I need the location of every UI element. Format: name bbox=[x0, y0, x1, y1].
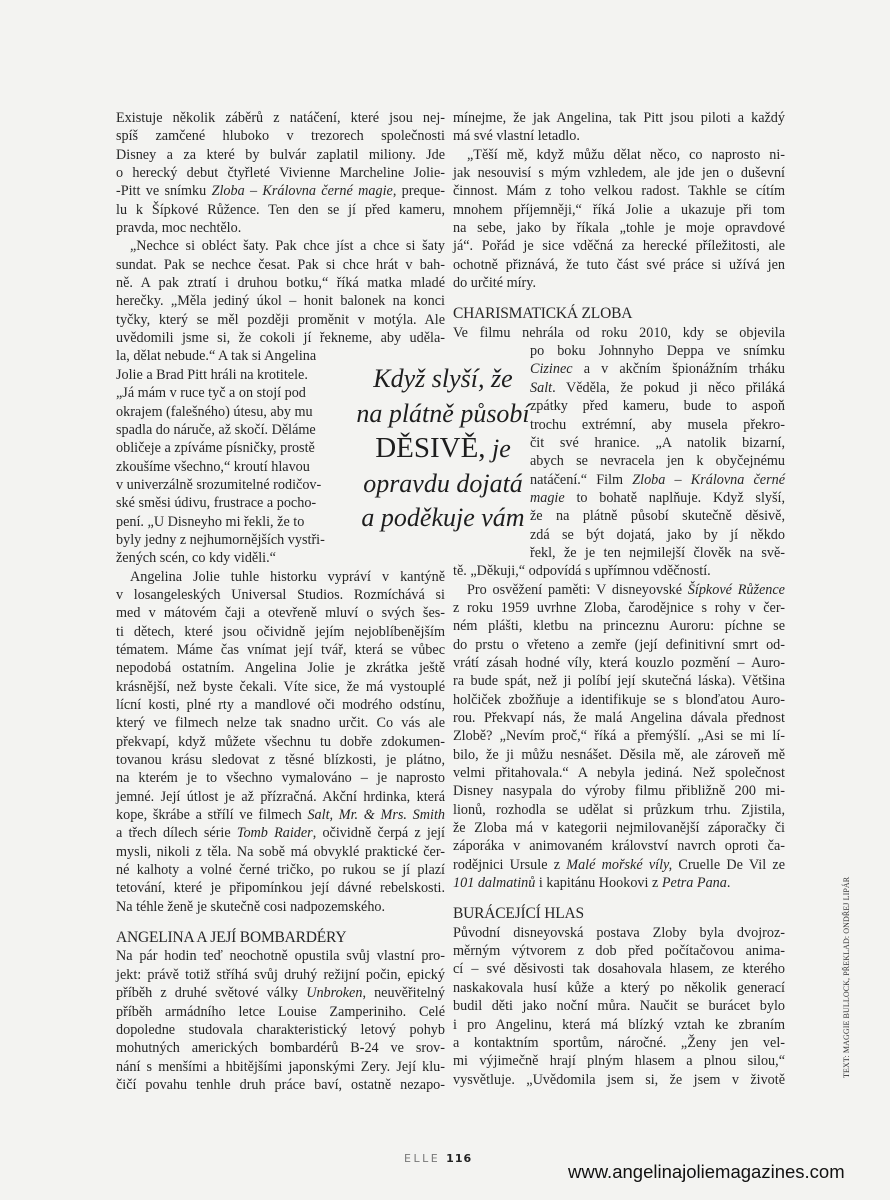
text-line: okrajem (falešného) útesu, aby mu bbox=[116, 403, 313, 420]
text-segment: to bohatě naplňuje. Když slyší, bbox=[564, 489, 785, 506]
text-line: překvapí, když můžete všechnu tu dobře zdokumen- bbox=[116, 733, 445, 750]
author-credit: TEXT: MAGGIE BULLOCK, PŘEKLAD: ONDŘEJ LIPÁR bbox=[842, 876, 851, 1078]
text-line: Existuje několik záběrů z natáčení, které jsou nej- bbox=[116, 110, 445, 126]
text-line: Na téhle ženě je skutečně cosi nadpozemského. bbox=[116, 898, 386, 915]
text-line: mínejme, že jak Angelina, tak Pitt jsou piloti a každý bbox=[453, 110, 785, 126]
text-line: Zlobě? „Nevím proč,“ říká a přemýšlí. „Asi se mi lí- bbox=[453, 728, 785, 745]
text-line: ra bude spát, než ji políbí její skutečná láska). Většina bbox=[453, 673, 785, 690]
text-line: nání s menšími a hbitějšími japonskými Zery. Její klu- bbox=[116, 1058, 445, 1075]
text-segment: Cruelle De Vil ze bbox=[672, 856, 785, 873]
italic-title: Petra Pana bbox=[661, 875, 727, 892]
pull-quote-line: opravdu dojatá bbox=[363, 468, 523, 498]
text-line: měrným výtvorem z dob před počítačovou anima- bbox=[453, 943, 785, 960]
text-line: cí – své děsivosti tak dosahovala hlasem, ze kterého bbox=[453, 961, 785, 978]
text-line: čičí povahu tenhle druh práce baví, ostatně nezapo- bbox=[116, 1076, 445, 1093]
text-line: byly jedny z nejhumornějších vystři- bbox=[116, 531, 325, 548]
text-line: po boku Johnnyho Deppa ve snímku bbox=[530, 343, 785, 360]
text-line: ské směsi údivu, frustrace a pocho- bbox=[116, 495, 317, 512]
text-line: zpátky před kameru, bude to aspoň bbox=[530, 398, 785, 415]
article-right-column bbox=[453, 109, 785, 1089]
text-line: zdá se být dojatá, jako by jí někdo bbox=[530, 526, 785, 543]
text-line: já“. Pořád je sice vděčná za herecké příležitosti, ale bbox=[453, 238, 785, 255]
text-segment: natáčení.“ Film bbox=[530, 471, 633, 488]
pull-quote-line: Když slyší, že bbox=[373, 364, 513, 393]
text-line: do prstu o vřeteno a zemře (její definitivní smrt od- bbox=[453, 636, 785, 653]
text-line: lionů, rozhodla se udělat si průzkum trhu. Zjistila, bbox=[453, 801, 785, 818]
text-line: na sebe, jako by říkala „tohle je moje opravdové bbox=[453, 220, 785, 237]
text-line bbox=[116, 806, 445, 824]
italic-title: Cizinec bbox=[530, 361, 573, 378]
text-line: lícní kosti, plné rty a mandlové oči modrého odstínu, bbox=[116, 697, 445, 713]
text-line: „Nechce si obléct šaty. Pak chce jíst a chce si šaty bbox=[130, 238, 445, 255]
italic-title: Unbroken bbox=[306, 985, 363, 1002]
text-segment: příběh z druhé světové války bbox=[116, 985, 307, 1002]
text-line: bilo, že ji můžu nesnášet. Děsila mě, ale zároveň mě bbox=[453, 746, 785, 763]
text-line: lu k Šípkové Růžence. Ten den se jí před kameru, bbox=[116, 201, 445, 218]
text-line bbox=[116, 984, 445, 1002]
text-line: má své vlastní letadlo. bbox=[453, 128, 580, 145]
italic-title: Šípkové Růžence bbox=[687, 581, 785, 598]
text-line: tyčky, který se měl později proměnit v motýla. Ale bbox=[116, 311, 445, 328]
text-line: obličeje a zpíváme písničky, prostě bbox=[116, 440, 315, 457]
text-line bbox=[530, 360, 785, 378]
text-segment: , očividně čerpá z její bbox=[312, 825, 445, 842]
text-line: spadla do náruče, až skočí. Děláme bbox=[116, 421, 316, 438]
italic-title: 101 dalmatinů bbox=[453, 875, 536, 892]
text-line: pravda, moc nechtělo. bbox=[116, 220, 242, 237]
text-line: naskakovala husí kůže a který po několik generací bbox=[453, 979, 785, 996]
text-line bbox=[530, 471, 785, 489]
italic-title: Salt bbox=[530, 379, 553, 396]
text-line: nepodobá ostatním. Angelina Jolie je zkrátka ještě bbox=[116, 660, 445, 677]
text-line: příběh armádního letce Louise Zamperiniho. Celé bbox=[116, 1003, 445, 1020]
text-line: né kalhoty a volné černé tričko, po rukou se jí plazí bbox=[116, 862, 445, 879]
text-line: spíš zamčené hluboko v trezorech společnosti bbox=[116, 128, 445, 145]
section-heading: BURÁCEJÍCÍ HLAS bbox=[453, 905, 584, 923]
italic-title: magie bbox=[530, 489, 565, 506]
text-segment: a třech dílech série bbox=[116, 825, 237, 842]
text-line: a kontaktním sportům, náročné. „Ženy jen vel- bbox=[453, 1034, 785, 1051]
text-line: trochu extrémní, aby musela překro- bbox=[530, 416, 785, 433]
text-line: do určité míry. bbox=[453, 275, 536, 292]
text-line: Původní disneyovská postava Zloby byla dvojroz- bbox=[453, 924, 785, 941]
text-line: mi výjimečně hrají plným hlasem a plnou silou,“ bbox=[453, 1053, 785, 1070]
pull-quote-line bbox=[333, 431, 553, 467]
text-line: mnohem příjemněji,“ říká Jolie a ukazuje při tom bbox=[453, 201, 785, 218]
text-line: „Těší mě, když můžu dělat něco, co naprosto ni- bbox=[467, 146, 785, 163]
text-line: velmi přitahovala.“ A nebyla jediná. Než společnost bbox=[453, 765, 785, 782]
text-line: holčiček zbožňuje a identifikuje se s blonďatou Auro- bbox=[453, 691, 785, 708]
text-line: dopoledne studovala charakteristický letový pohyb bbox=[116, 1021, 445, 1038]
text-segment: rodějnici Ursule z bbox=[453, 856, 567, 873]
website-watermark: www.angelinajoliemagazines.com bbox=[568, 1161, 845, 1182]
pull-quote bbox=[333, 362, 553, 536]
text-line: rou. Překvapí nás, že malá Angelina dávala přednost bbox=[453, 710, 785, 726]
text-line: Na pár hodin teď neochotně opustila svůj vlastní pro- bbox=[116, 948, 445, 965]
text-line: vysvětluje. „Uvědomila jsem si, že jsem v životě bbox=[453, 1071, 785, 1088]
text-line: na kterém je to všechno vymalováno – je naprosto bbox=[116, 770, 445, 787]
text-line: mysli, nikoli z těla. Na sobě má obvyklé praktické čer- bbox=[116, 843, 445, 860]
text-line: abych se nevracela jen k obyčejnému bbox=[530, 453, 785, 470]
text-line: v univerzálně srozumitelné rodičov- bbox=[116, 476, 322, 493]
text-line: jak nesouvisí s mým vzhledem, ale jde jen o duševní bbox=[453, 165, 785, 182]
text-segment: , preque- bbox=[392, 183, 445, 200]
text-line: herečky. „Měla jediný úkol – honit balonek na konci bbox=[116, 293, 445, 310]
text-line: který ve filmech nelze tak snadno určit. Co vás ale bbox=[116, 715, 445, 732]
text-line: ném plášti, kletbu na princeznu Auroru: píchne se bbox=[453, 618, 785, 635]
text-line: záporáka v animovaném království navrch oproti ča- bbox=[453, 838, 785, 855]
text-line: tématem. Máme čas vnímat její tvář, která se vůbec bbox=[116, 641, 445, 658]
text-line: pení. „U Disneyho mi řekli, že to bbox=[116, 513, 305, 530]
text-line: v losangeleských Universal Studios. Rozmíchává si bbox=[116, 586, 445, 603]
text-line: že Zloba má v kategorii nejmilovanější záporačky či bbox=[453, 820, 785, 837]
text-line: jemné. Její útlost je až přízračná. Akční hrdinka, která bbox=[116, 788, 445, 805]
text-line bbox=[453, 581, 785, 599]
text-line: ně. A pak ztratí i druhou botku,“ říká matka mladé bbox=[116, 275, 445, 292]
text-line: Jolie a Brad Pitt hráli na krotitele. bbox=[116, 366, 308, 383]
text-line: z roku 1959 uvrhne Zloba, čarodějnice s rohy v čer- bbox=[453, 599, 785, 616]
text-line: tovanou krásu sledovat z těsné blízkosti, je plátno, bbox=[116, 752, 445, 769]
italic-title: Malé mořské víly, bbox=[566, 856, 673, 873]
text-line: la, dělat nebude.“ A tak si Angelina bbox=[116, 348, 317, 365]
text-line: i pro Angelinu, která má blízký vztah ke zbraním bbox=[453, 1016, 785, 1033]
text-line: med v mátovém čaji a otevřeně mluví o svých šes- bbox=[116, 605, 445, 622]
text-line: „Já mám v ruce tyč a on stojí pod bbox=[116, 385, 306, 402]
text-line: sundat. Pak se nechce česat. Pak si chce hrát v bah- bbox=[116, 256, 445, 273]
page-footer bbox=[404, 1152, 472, 1165]
text-segment: a v akčním špionážním trháku bbox=[572, 361, 785, 378]
text-line: jekt: právě totiž stříhá svůj druhý režijní počin, epický bbox=[116, 966, 445, 983]
text-line: vrátí zásah hodné víly, která kouzlo pozmění – Auro- bbox=[453, 654, 785, 671]
pull-quote-text: je bbox=[485, 434, 511, 463]
text-line bbox=[530, 379, 785, 397]
article-left-column bbox=[116, 109, 445, 1094]
text-segment: , neuvěřitelný bbox=[362, 985, 445, 1002]
text-line: ti dětech, které jsou očividně jejím nejoblíbenějším bbox=[116, 623, 445, 640]
text-line: o herecký debut čtyřleté Vivienne Marcheline Jolie- bbox=[116, 165, 445, 182]
text-line: Angelina Jolie tuhle historku vypráví v kantýně bbox=[130, 568, 445, 585]
text-line: zkoušíme všechno,“ kroutí hlavou bbox=[116, 458, 310, 475]
italic-title: Zloba – Královna černé magie bbox=[211, 183, 393, 200]
page-number: 116 bbox=[446, 1152, 473, 1165]
text-segment: . bbox=[726, 875, 731, 892]
text-line: činnost. Mám z toho velkou radost. Takhle se cítím bbox=[453, 183, 785, 200]
text-line: že na plátně působí skutečně děsivě, bbox=[530, 508, 785, 525]
text-line: krásnější, než byste čekali. Víte sice, že má vystouplé bbox=[116, 678, 445, 695]
text-line: řekl, že je ten nejmilejší člověk na svě- bbox=[530, 544, 785, 561]
text-line bbox=[116, 824, 445, 842]
section-heading: ANGELINA A JEJÍ BOMBARDÉRY bbox=[116, 929, 347, 947]
text-line: Ve filmu nehrála od roku 2010, kdy se objevila bbox=[453, 324, 785, 341]
text-line bbox=[453, 874, 785, 892]
text-segment: kope, škrábe a střílí ve filmech bbox=[116, 807, 308, 824]
text-line: Disney nasypala do výroby filmu přibližně 200 mi- bbox=[453, 783, 785, 800]
italic-title: Tomb Raider bbox=[236, 825, 313, 842]
text-segment: i kapitánu Hookovi z bbox=[535, 875, 662, 892]
pull-quote-line: a poděkuje vám bbox=[361, 503, 525, 532]
text-line: budil děti jako noční můra. Naučit se burácet bylo bbox=[453, 998, 785, 1015]
text-line: ochotně přiznává, že tuto část své práce si užívá jen bbox=[453, 256, 785, 273]
text-line bbox=[530, 489, 785, 507]
text-line: Disney a za které by bulvár zaplatil miliony. Jde bbox=[116, 146, 445, 163]
pull-quote-line: na plátně působí bbox=[356, 398, 530, 428]
italic-title: Zloba – Královna černé bbox=[632, 471, 786, 488]
text-line bbox=[116, 182, 445, 200]
text-line: čit své hranice. „A natolik bizarní, bbox=[530, 434, 785, 451]
text-line: uvědomili jsme si, že cokoli jí řekneme, aby uděla- bbox=[116, 330, 445, 347]
text-line bbox=[453, 856, 785, 874]
text-segment: . Věděla, že pokud ji něco přiláká bbox=[552, 379, 785, 396]
text-line: žených scén, co kdy viděli.“ bbox=[116, 550, 276, 567]
italic-title: Salt, Mr. & Mrs. Smith bbox=[307, 807, 445, 824]
pull-quote-emphasis: DĚSIVĚ, bbox=[375, 432, 486, 464]
section-heading: CHARISMATICKÁ ZLOBA bbox=[453, 305, 633, 323]
text-line: tetování, které je připomínkou její dávné rebelskosti. bbox=[116, 880, 445, 897]
text-line: tě. „Děkuji,“ odpovídá s upřímnou vděčností. bbox=[453, 563, 711, 580]
text-segment: Pro osvěžení paměti: V disneyovské bbox=[467, 581, 688, 598]
text-line: mohutných amerických bombardérů B-24 ve srov- bbox=[116, 1040, 445, 1057]
text-segment: -Pitt ve snímku bbox=[116, 183, 212, 200]
magazine-name: ELLE bbox=[404, 1152, 441, 1165]
